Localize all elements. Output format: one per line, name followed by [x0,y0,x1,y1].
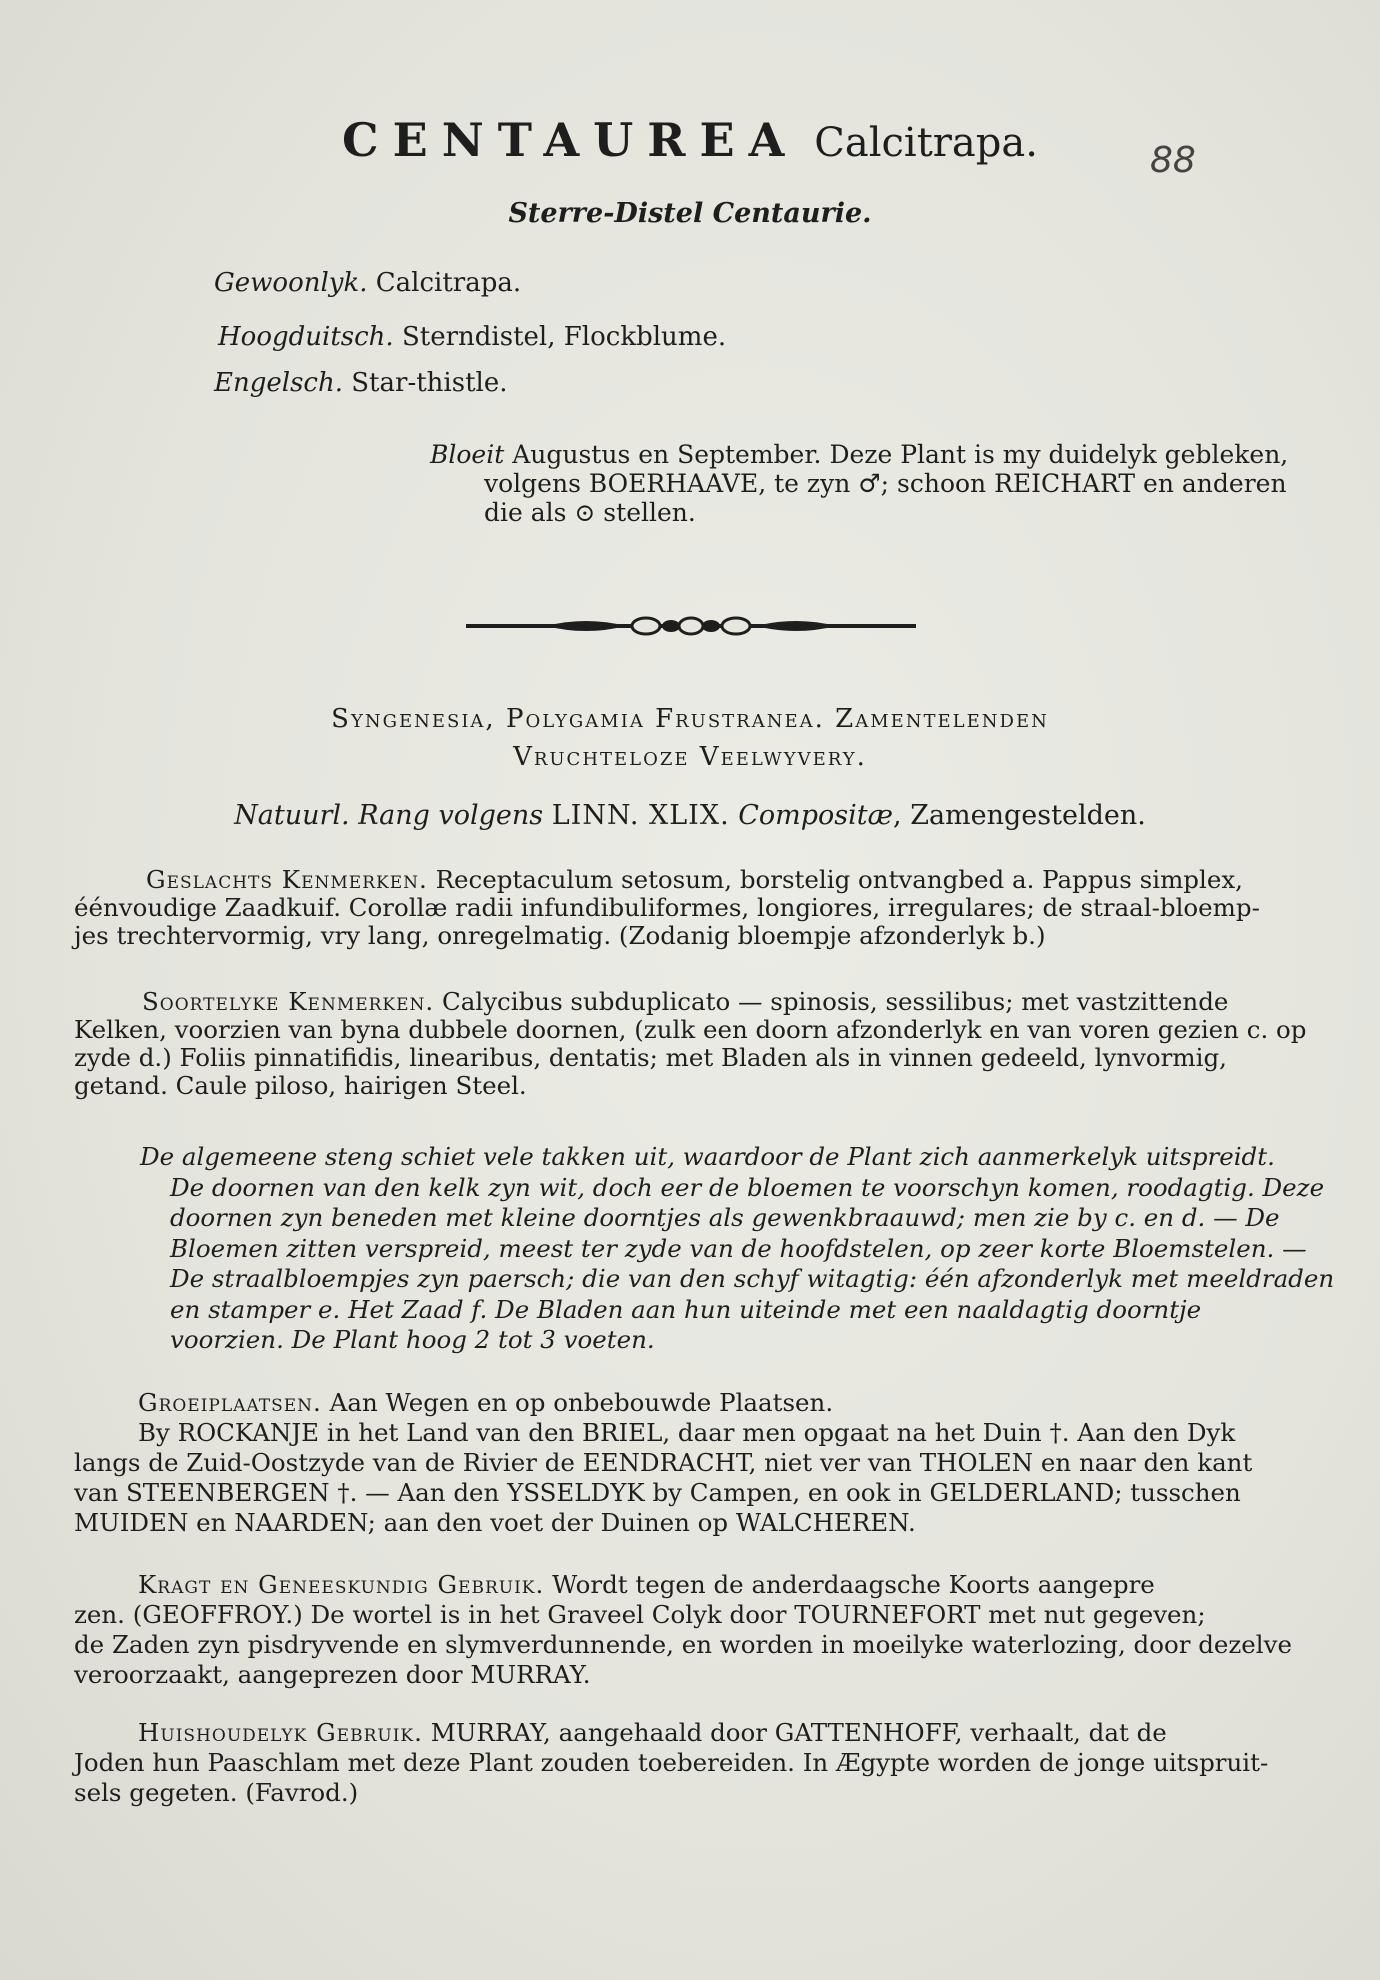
soortelyke-kenmerken [74,988,1306,1100]
classification-line-1: Syngenesia, Polygamia Frustranea. Zamentelenden [331,704,1049,734]
groeiplaatsen-line: langs de Zuid-Oostzyde van de Rivier de EENDRACHT, niet ver van THOLEN en naar den kant [74,1448,1253,1477]
vernacular-lang: Gewoonlyk. [214,268,368,298]
title-species: Calcitrapa. [814,120,1038,166]
soortelyke-line-4: getand. Caule piloso, hairigen Steel. [74,1071,527,1100]
vernacular-lang: Engelsch. [214,368,343,398]
description-line: De doornen van den kelk zyn wit, doch eer de bloemen te voorschyn komen, roodagtig. Deze [170,1172,1325,1202]
page-number-mark: 88 [1150,140,1196,181]
kragt-line: veroorzaakt, aangeprezen door MURRAY. [74,1660,591,1689]
vernacular-name-2 [218,320,726,354]
geslachts-label: Geslachts Kenmerken. [146,865,428,894]
rank-rest: , Zamengestelden. [893,800,1146,831]
bloei-paragraph [430,440,1288,527]
description-line: voorzien. De Plant hoog 2 tot 3 voeten. [170,1325,655,1354]
classification-line-2: Vruchteloze Veelwyvery. [513,742,867,772]
description-line: en stamper e. Het Zaad f. De Bladen aan hun uiteinde met een naaldagtig doorntje [170,1294,1202,1324]
kragt-geneeskundig [74,1570,1292,1690]
kragt-line: zen. (GEOFFROY.) De wortel is in het Graveel Colyk door TOURNEFORT met nut gegeven; [74,1600,1206,1629]
soortelyke-line-1: Calycibus subduplicato — spinosis, sessilibus; met vastzittende [442,987,1229,1016]
groeiplaatsen-line: MUIDEN en NAARDEN; aan den voet der Duinen op WALCHEREN. [74,1508,916,1537]
kragt-line-1: Wordt tegen de anderdaagsche Koorts aangepre [552,1570,1155,1599]
vernacular-value: Calcitrapa. [375,268,522,298]
soortelyke-label: Soortelyke Kenmerken. [142,987,435,1016]
rank-compositae: Compositæ [738,800,894,831]
huishoudelyk-line: sels gegeten. (Favrod.) [74,1778,359,1807]
ornamental-divider [466,608,916,644]
vernacular-value: Star-thistle. [351,368,508,398]
title-genus: CENTAUREA [342,113,799,167]
kragt-label: Kragt en Geneeskundig Gebruik. [138,1570,545,1599]
huishoudelyk-line-1: MURRAY, aangehaald door GATTENHOFF, verhaalt, dat de [430,1718,1167,1747]
description-line: De algemeene steng schiet vele takken uit, waardoor de Plant zich aanmerkelyk uitspreidt. [140,1142,1275,1171]
description-line: De straalbloempjes zyn paersch; die van den schyf witagtig: één afzonderlyk met meeldraden [170,1264,1335,1293]
bloei-line-1: Augustus en September. Deze Plant is my duidelyk gebleken, [512,440,1289,469]
huishoudelyk-line: Joden hun Paaschlam met deze Plant zouden toebereiden. In Ægypte worden de jonge uitspruit- [74,1748,1269,1777]
groeiplaatsen [74,1388,1252,1538]
natural-rank [0,800,1380,831]
bloei-line-3: die als ⊙ stellen. [484,498,696,527]
geslachts-line-2: éénvoudige Zaadkuif. Corollæ radii infundibuliformes, longiores, irregulares; de straal-bloemp- [74,893,1260,922]
geslachts-line-1: Receptaculum setosum, borstelig ontvangbed a. Pappus simplex, [435,865,1243,894]
groeiplaatsen-label: Groeiplaatsen. [138,1388,322,1417]
groeiplaatsen-line: By ROCKANJE in het Land van den BRIEL, daar men opgaat na het Duin †. Aan den Dyk [138,1418,1236,1447]
kragt-line: de Zaden zyn pisdryvende en slymverdunnende, en worden in moeilyke waterlozing, door dezelve [74,1630,1292,1659]
page-subtitle: Sterre-Distel Centaurie. [508,198,872,229]
bloei-line-2: volgens BOERHAAVE, te zyn ♂; schoon REICHART en anderen [484,469,1287,498]
rank-prefix: Natuurl. Rang volgens [234,800,544,831]
description-line: doornen zyn beneden met kleine doorntjes als gewenkbraauwd; men zie by c. en d. — De [170,1203,1280,1232]
description-line: Bloemen zitten verspreid, meest ter zyde van de hoofdstelen, op zeer korte Bloemstelen. — [170,1233,1307,1263]
vernacular-name-3 [214,366,508,400]
soortelyke-line-3: zyde d.) Foliis pinnatifidis, linearibus, dentatis; met Bladen als in vinnen gedeeld, lynvormig, [74,1043,1227,1072]
description-paragraph [140,1142,1334,1356]
vernacular-name-1 [214,266,521,300]
groeiplaatsen-first: Aan Wegen en op onbebouwde Plaatsen. [329,1388,834,1417]
geslachts-kenmerken [74,866,1260,950]
soortelyke-line-2: Kelken, voorzien van byna dubbele doornen, (zulk een doorn afzonderlyk en van voren gezien c. op [74,1015,1307,1044]
huishoudelyk-gebruik [74,1718,1268,1808]
vernacular-lang: Hoogduitsch. [218,322,394,352]
geslachts-line-3: jes trechtervormig, vry lang, onregelmatig. (Zodanig bloempje afzonderlyk b.) [74,921,1046,950]
groeiplaatsen-line: van STEENBERGEN †. — Aan den YSSELDYK by Campen, en ook in GELDERLAND; tusschen [74,1478,1241,1507]
vernacular-value: Sterndistel, Flockblume. [401,322,727,352]
huishoudelyk-label: Huishoudelyk Gebruik. [138,1718,423,1747]
rank-linn: LINN. XLIX. [551,800,730,831]
bloei-label: Bloeit [430,440,505,469]
